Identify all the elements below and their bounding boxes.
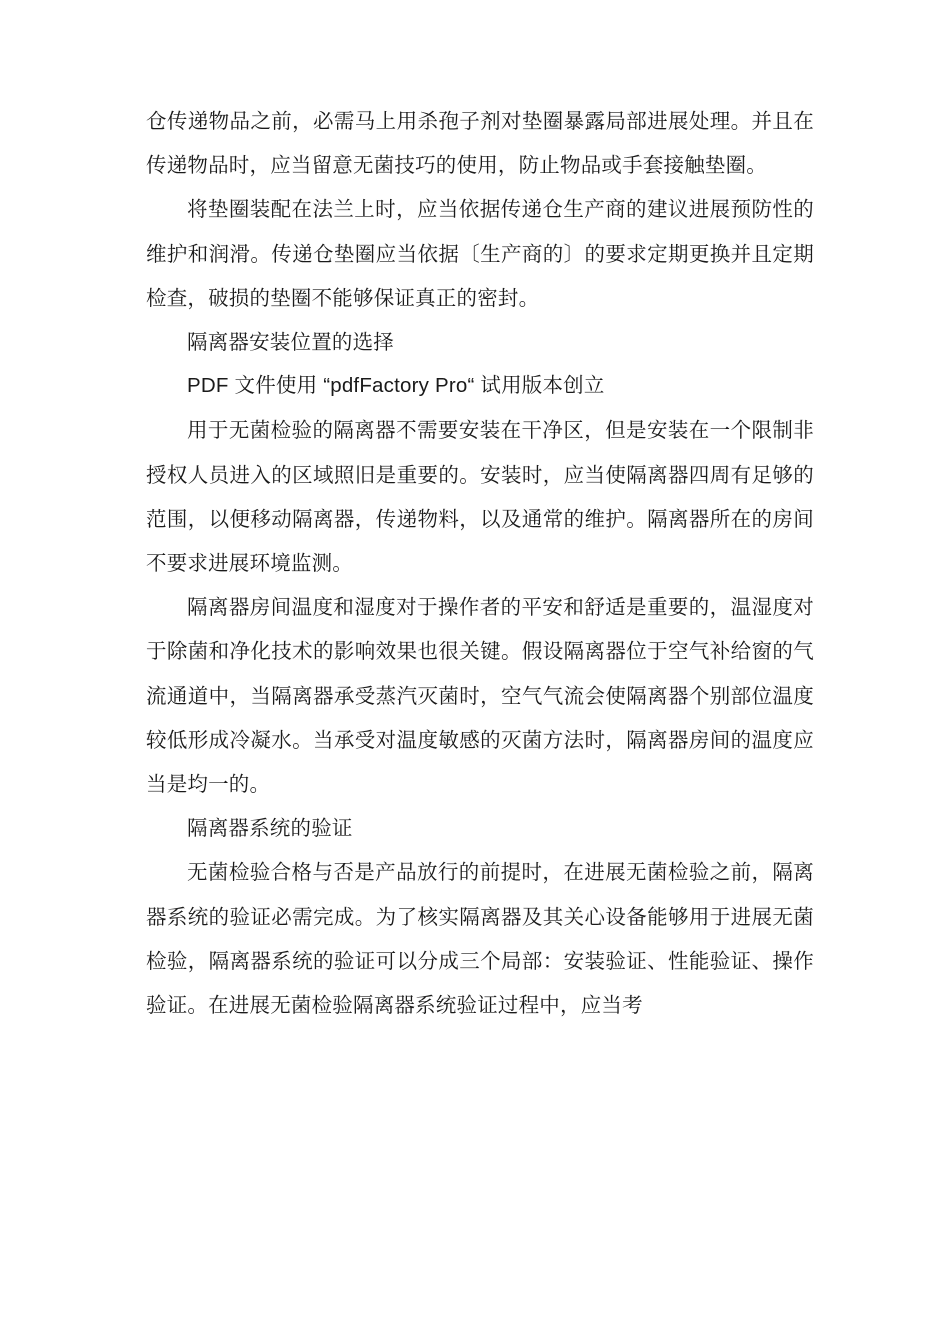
section-heading-location: 隔离器安装位置的选择 (187, 330, 394, 355)
paragraph-validation: 无菌检验合格与否是产品放行的前提时，在进展无菌检验之前，隔离器系统的验证必需完成。为了核实隔离器及其关心设备能够用于进展无菌检验，隔离器系统的验证可以分成三个局部：安装验证、性能验证、操作验证。在进展无菌检验隔离器系统验证过程中，应当考 (146, 860, 814, 1018)
pdf-watermark-text: PDF 文件使用 “pdfFactory Pro“ 试用版本创立 (187, 374, 605, 398)
paragraph-temperature-humidity: 隔离器房间温度和湿度对于操作者的平安和舒适是重要的，温湿度对于除菌和净化技术的影响效果也很关键。假设隔离器位于空气补给窗的气流通道中，当隔离器承受蒸汽灭菌时，空气气流会使隔离器个别部位温度较低形成冷凝水。当承受对温度敏感的灭菌方法时，隔离器房间的温度应当是均一的。 (146, 595, 814, 797)
paragraph-gasket-maintenance: 将垫圈装配在法兰上时，应当依据传递仓生产商的建议进展预防性的维护和润滑。传递仓垫圈应当依据〔生产商的〕的要求定期更换并且定期检查，破损的垫圈不能够保证真正的密封。 (146, 197, 814, 310)
paragraph-installation: 用于无菌检验的隔离器不需要安装在干净区，但是安装在一个限制非授权人员进入的区域照旧是重要的。安装时，应当使隔离器四周有足够的范围，以便移动隔离器，传递物料，以及通常的维护。隔离器所在的房间不要求进展环境监测。 (146, 418, 814, 576)
paragraph-continuation: 仓传递物品之前，必需马上用杀孢子剂对垫圈暴露局部进展处理。并且在传递物品时，应当留意无菌技巧的使用，防止物品或手套接触垫圈。 (146, 109, 814, 178)
section-heading-validation: 隔离器系统的验证 (187, 816, 353, 841)
document-body (146, 99, 814, 1027)
